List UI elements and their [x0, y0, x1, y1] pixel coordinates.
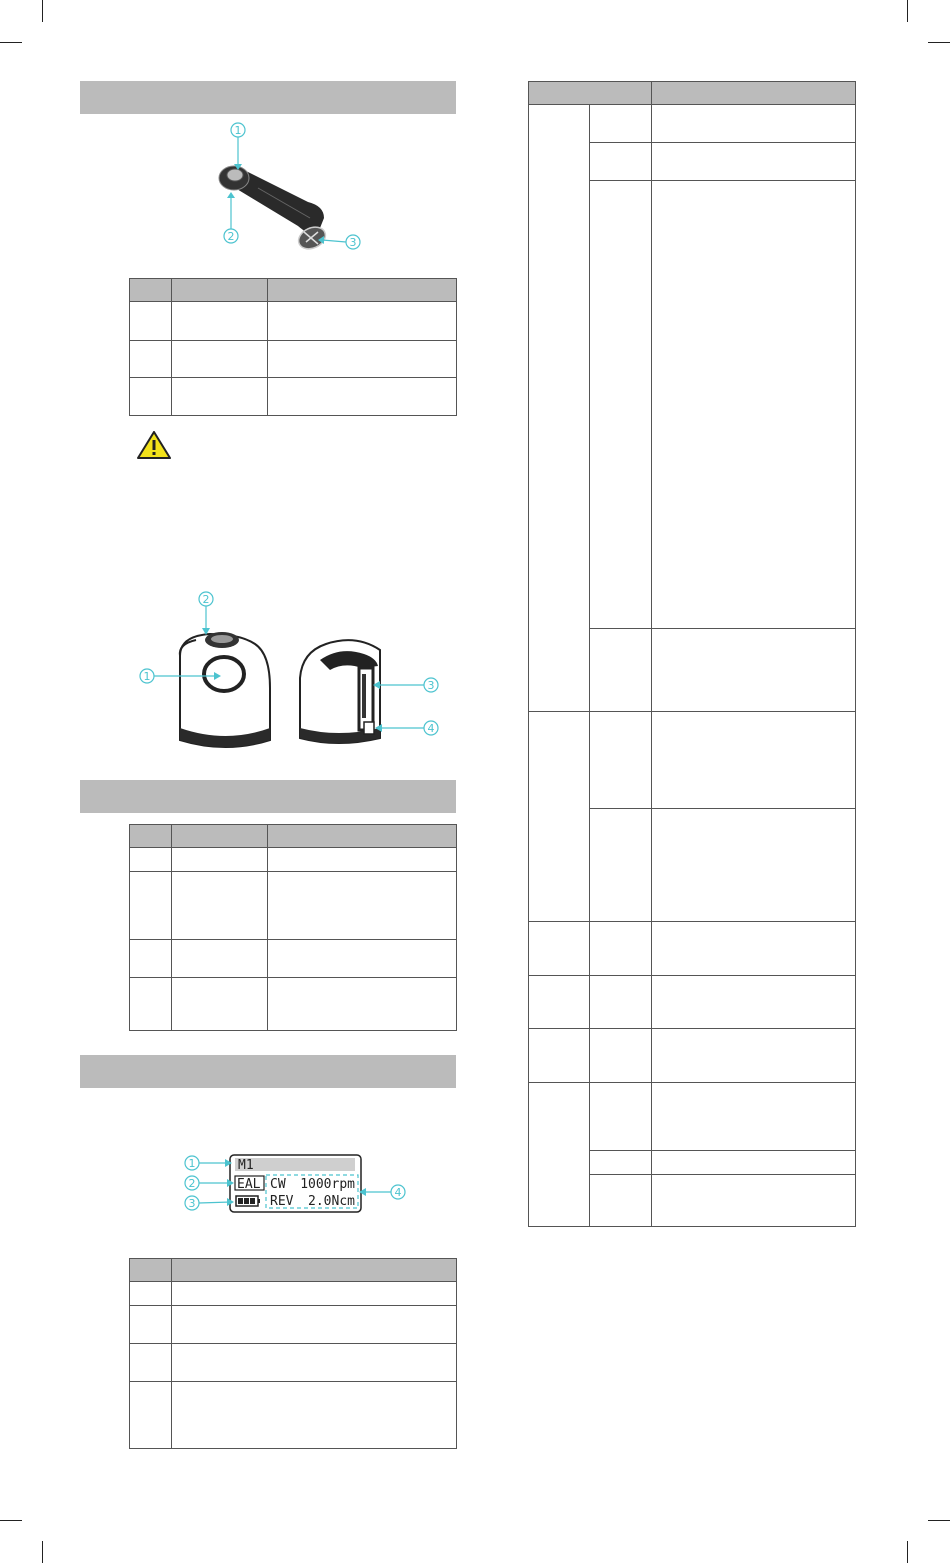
table-row — [130, 940, 457, 978]
table-row — [130, 341, 457, 378]
callout-number: 2 — [202, 593, 210, 606]
table-row — [529, 712, 856, 809]
crop-mark — [907, 1541, 908, 1563]
section-header-display — [80, 1055, 456, 1088]
table-row — [130, 872, 457, 940]
lcd-display-illustration — [180, 1150, 412, 1216]
table-row — [529, 1083, 856, 1151]
mode-label: M1 — [238, 1158, 254, 1173]
handpiece-parts-table — [129, 278, 457, 416]
crop-mark — [907, 0, 908, 22]
charging-base-illustration — [130, 588, 450, 760]
battery-icon — [236, 1196, 260, 1206]
callout-number: 1 — [143, 670, 151, 683]
table-row — [130, 978, 457, 1031]
table-row — [529, 922, 856, 976]
speed-value: 1000rpm — [300, 1177, 355, 1192]
warning-triangle-icon — [137, 431, 171, 459]
charging-base-parts-table — [129, 824, 457, 1031]
callout-number: 1 — [188, 1157, 196, 1170]
settings-table — [528, 81, 856, 1227]
section-header-contra-angle — [80, 81, 456, 114]
callout-number: 4 — [394, 1186, 402, 1199]
crop-mark — [42, 0, 43, 22]
power-connector — [364, 722, 374, 734]
direction-reverse: REV — [270, 1194, 294, 1209]
table-row — [529, 105, 856, 143]
table-row — [130, 1282, 457, 1306]
crop-mark — [42, 1541, 43, 1563]
table-row — [130, 378, 457, 416]
table-row — [130, 848, 457, 872]
callout-number: 1 — [234, 124, 242, 137]
callout-number: 2 — [227, 230, 235, 243]
crop-mark — [928, 1520, 950, 1521]
table-header-row — [130, 825, 457, 848]
table-row — [130, 1306, 457, 1344]
display-indicators-table — [129, 1258, 457, 1449]
section-header-charging-base — [80, 780, 456, 813]
table-header-row — [529, 82, 856, 105]
direction-forward: CW — [270, 1177, 286, 1192]
crop-mark — [928, 42, 950, 43]
crop-mark — [0, 1520, 22, 1521]
torque-value: 2.0Ncm — [308, 1194, 355, 1209]
callout-number: 3 — [188, 1197, 196, 1210]
table-row — [529, 976, 856, 1029]
callout-number: 3 — [427, 679, 435, 692]
handpiece-slot — [204, 657, 244, 691]
table-row — [130, 1382, 457, 1449]
callout-number: 3 — [349, 236, 357, 249]
crop-mark — [0, 42, 22, 43]
table-row — [529, 1029, 856, 1083]
table-header-row — [130, 1259, 457, 1282]
callout-number: 4 — [427, 722, 435, 735]
table-header-row — [130, 279, 457, 302]
table-row — [130, 1344, 457, 1382]
callout-number: 2 — [188, 1177, 196, 1190]
eal-label: EAL — [237, 1177, 261, 1192]
table-row — [130, 302, 457, 341]
contra-angle-handpiece-illustration — [200, 118, 370, 258]
